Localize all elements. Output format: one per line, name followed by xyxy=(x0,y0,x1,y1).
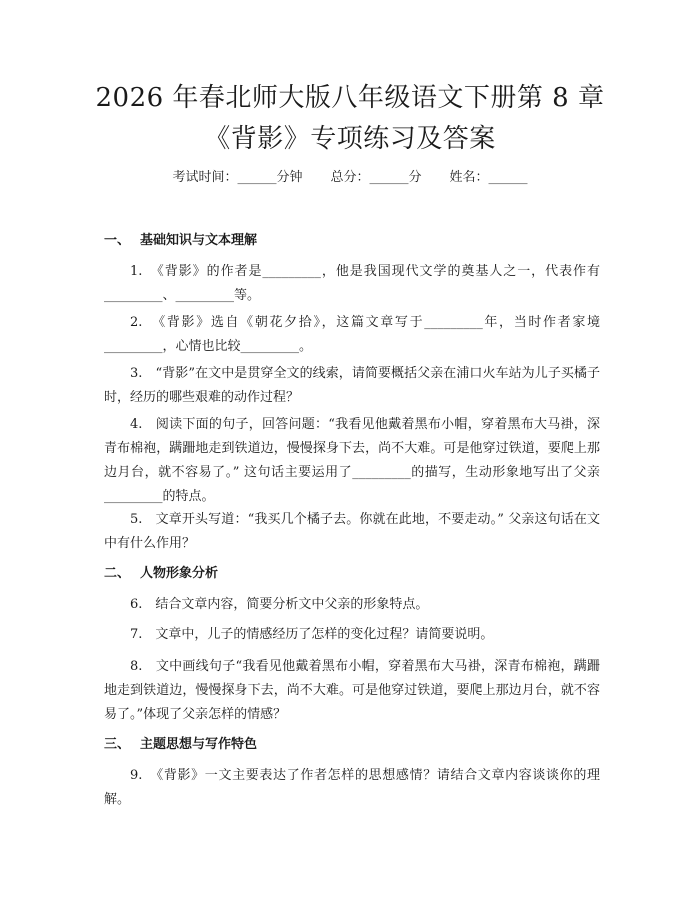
section-heading-3 xyxy=(104,735,257,755)
question-5: 5. 文章开头写道：“我买几个橘子去。你就在此地，不要走动。” 父亲这句话在文中有什么作用？ xyxy=(104,512,600,551)
question-1: 1. 《背影》的作者是_________，他是我国现代文学的奠基人之一，代表作有_________、_________等。 xyxy=(104,264,600,303)
document-title-line-2: 《背影》专项练习及答案 xyxy=(204,124,496,154)
section-title: 人物形象分析 xyxy=(140,566,219,581)
question-2: 2. 《背影》选自《朝花夕拾》，这篇文章写于_________年，当时作者家境_________，心情也比较_________。 xyxy=(104,315,600,354)
exam-info xyxy=(0,168,700,188)
question-6: 6. 结合文章内容，简要分析文中父亲的形象特点。 xyxy=(130,597,429,612)
question-9: 9. 《背影》一文主要表达了作者怎样的思想感情？请结合文章内容谈谈你的理解。 xyxy=(104,768,600,807)
section-heading-1 xyxy=(104,231,257,251)
section-number: 二、 xyxy=(104,566,131,581)
question-3: 3. “背影”在文中是贯穿全文的线索，请简要概括父亲在浦口火车站为儿子买橘子时，经历的哪些艰难的动作过程？ xyxy=(104,366,600,405)
question-4: 4. 阅读下面的句子，回答问题：“我看见他戴着黑布小帽，穿着黑布大马褂，深青布棉袍，蹒跚地走到铁道边，慢慢探身下去，尚不大难。可是他穿过铁道，要爬上那边月台，就不容易了。” 这句话主要运用了_________的描写，生动形象地写出了父亲_________的特点。 xyxy=(104,417,600,504)
question-7: 7. 文章中，儿子的情感经历了怎样的变化过程？请简要说明。 xyxy=(130,627,494,642)
section-title: 基础知识与文本理解 xyxy=(140,233,258,248)
section-heading-2 xyxy=(104,564,218,584)
exam-time-field: 考试时间：______分钟 xyxy=(172,170,303,185)
section-number: 一、 xyxy=(104,233,131,248)
section-number: 三、 xyxy=(104,737,131,752)
student-name-field: 姓名：______ xyxy=(449,170,528,185)
question-8: 8. 文中画线句子“我看见他戴着黑布小帽，穿着黑布大马褂，深青布棉袍，蹒跚地走到铁道边，慢慢探身下去，尚不大难。可是他穿过铁道，要爬上那边月台，就不容易了。”体现了父亲怎样的情感？ xyxy=(104,659,600,722)
section-title: 主题思想与写作特色 xyxy=(140,737,258,752)
document-title-line-1: 2026 年春北师大版八年级语文下册第 8 章 xyxy=(95,83,605,113)
exam-score-field: 总分：______分 xyxy=(330,170,422,185)
